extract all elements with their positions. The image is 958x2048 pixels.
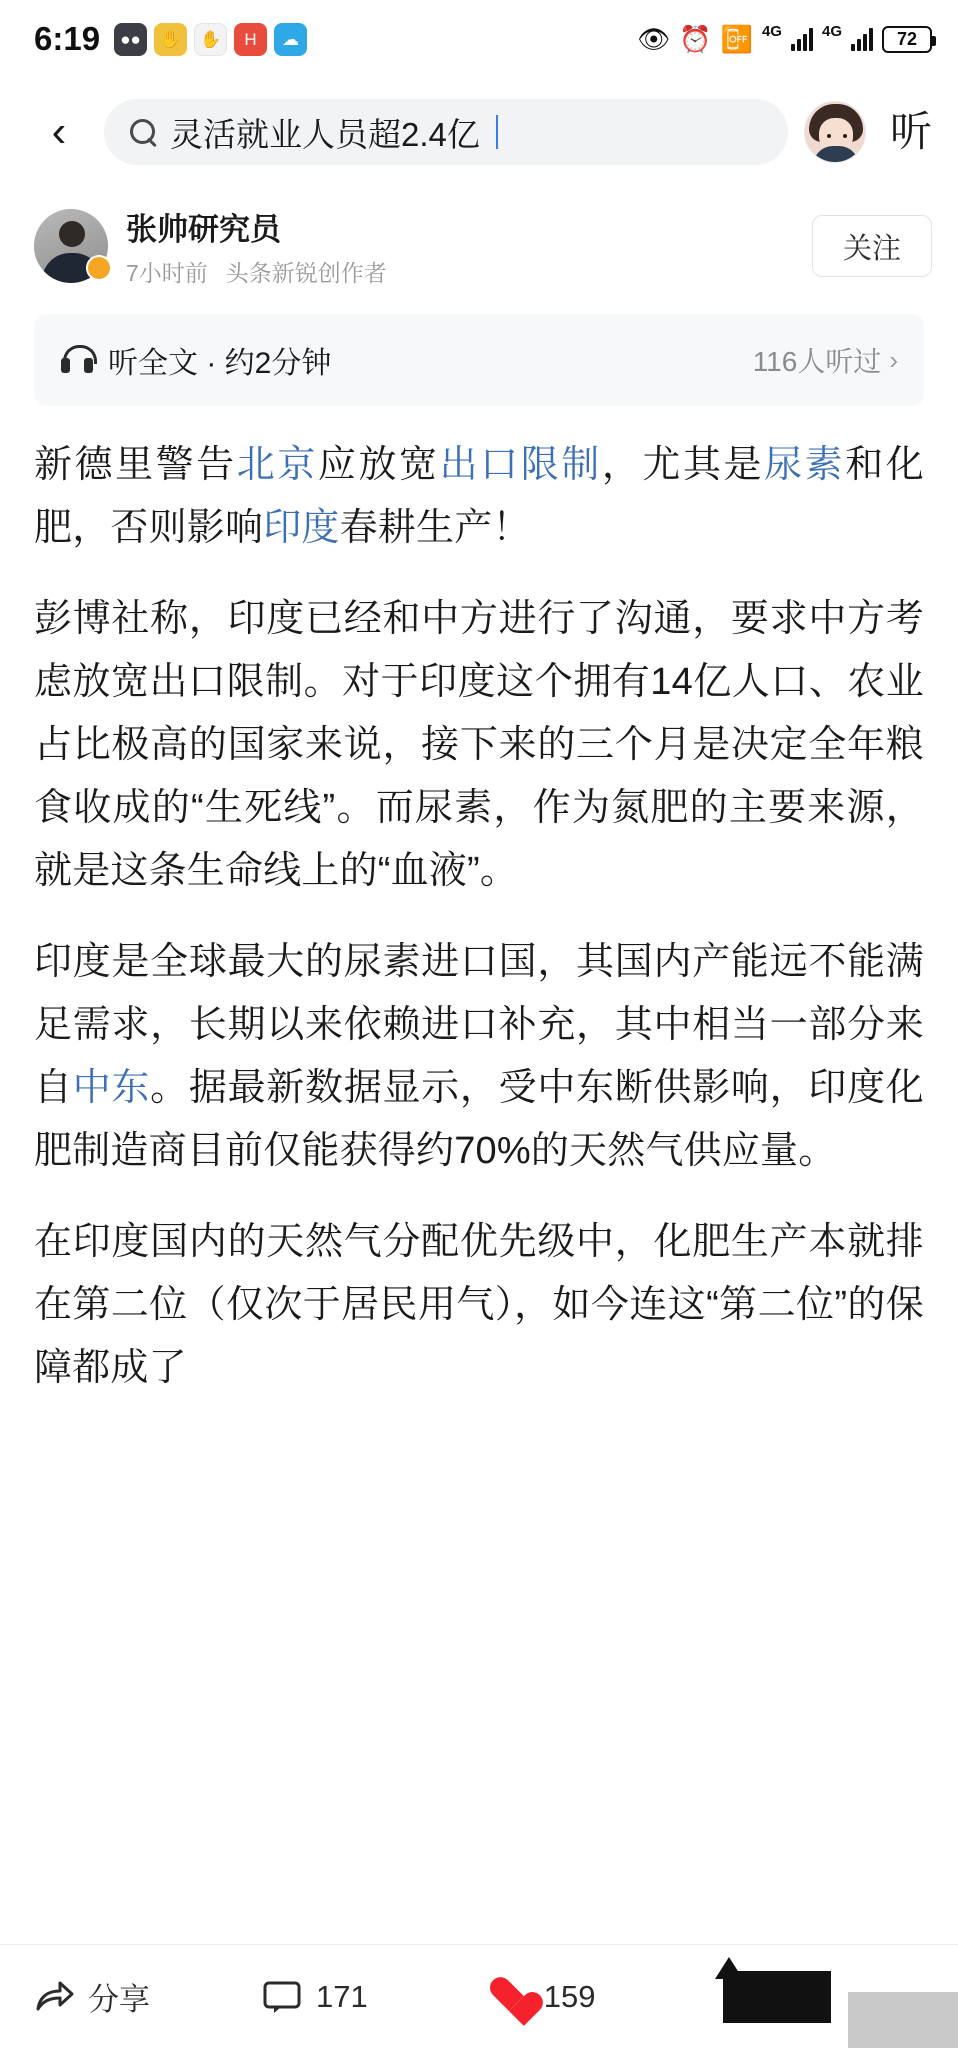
article-paragraph: [34, 434, 924, 560]
signal-bars-1: [791, 27, 813, 51]
heart-icon: [488, 1978, 530, 2016]
status-notification-icons: [114, 23, 307, 56]
chevron-right-icon: ›: [889, 344, 898, 375]
like-button[interactable]: [488, 1978, 596, 2016]
hand-app-icon: ✋: [154, 23, 187, 56]
article-text-segment: 。据最新数据显示，受中东断供影响，印度化肥制造商目前仅能获得约70%的天然气供应量。: [34, 1067, 924, 1172]
redacted-pointer: [715, 1957, 743, 1979]
signal-bars-2: [851, 27, 873, 51]
article-text-segment: 春耕生产！: [339, 507, 531, 549]
author-avatar-head: [59, 221, 85, 247]
share-icon: [34, 1979, 74, 2015]
author-publish-time: 7小时前: [126, 260, 208, 286]
corner-overlay: [848, 1992, 958, 2048]
listen-button[interactable]: 听: [889, 108, 932, 155]
avatar-eye-right: [843, 134, 847, 138]
listen-banner-title: 听全文 · 约2分钟: [108, 347, 332, 380]
avatar-body: [813, 146, 859, 163]
article-paragraph: [34, 1211, 924, 1400]
comment-button[interactable]: [262, 1979, 368, 2015]
article-inline-link[interactable]: 中东: [72, 1067, 151, 1109]
share-button[interactable]: [34, 1974, 150, 2019]
status-system-icons: [637, 22, 932, 54]
author-meta: [126, 204, 387, 288]
article-inline-link[interactable]: 尿素: [764, 444, 846, 486]
panda-app-icon: ●●: [114, 23, 147, 56]
alarm-icon: ⏰: [679, 24, 712, 54]
article-text-segment: 和化肥，否则影响: [34, 444, 924, 549]
article-text-segment: 彭博社称，印度已经和中方进行了沟通，要求中方考虑放宽出口限制。对于印度这个拥有14亿人口、农业占比极高的国家来说，接下来的三个月是决定全年粮食收成的“生死线”。而尿素，作为氮肥的主要来源，就是这条生命线上的“血液”。: [34, 598, 924, 892]
article-paragraph: [34, 931, 924, 1183]
like-count: 159: [543, 1978, 596, 2014]
article-inline-link[interactable]: 出口限制: [439, 444, 602, 486]
listen-banner-count: [753, 340, 898, 380]
status-bar: [0, 0, 958, 78]
redacted-overlay: [723, 1971, 831, 2023]
article-inline-link[interactable]: 北京: [236, 444, 318, 486]
weather-app-icon: ☁: [274, 23, 307, 56]
eye-icon: 👁: [637, 24, 671, 54]
article-inline-link[interactable]: 印度: [263, 507, 340, 549]
network-label-1: 4G: [761, 22, 782, 40]
listen-count-text: 116人听过: [752, 346, 882, 377]
bottom-action-bar: [0, 1944, 958, 2048]
status-time: 6:19: [34, 20, 101, 57]
network-label-2: 4G: [821, 22, 842, 40]
top-navigation-bar: [0, 78, 958, 186]
search-bar[interactable]: [104, 99, 788, 165]
author-badge-icon: [86, 255, 112, 281]
author-tag: 头条新锐创作者: [225, 260, 387, 286]
article-body: [0, 406, 958, 1944]
huawei-app-icon: H: [234, 23, 267, 56]
vibrate-icon: 📴: [720, 24, 753, 54]
article-text-segment: 印度是全球最大的尿素进口国，其国内产能远不能满足需求，长期以来依赖进口补充，其中相当一部分来自: [34, 941, 924, 1109]
author-name[interactable]: 张帅研究员: [126, 212, 281, 247]
comment-icon: [262, 1979, 302, 2015]
search-input[interactable]: 灵活就业人员超2.4亿: [170, 115, 480, 153]
author-row: [0, 186, 958, 298]
hand2-app-icon: ✋: [194, 23, 227, 56]
article-paragraph: [34, 588, 924, 903]
avatar-eye-left: [827, 134, 831, 138]
author-avatar-wrapper[interactable]: [34, 209, 108, 283]
battery-indicator: 72: [882, 26, 932, 53]
headphone-icon: [60, 345, 94, 375]
text-caret: [496, 115, 498, 149]
article-text-segment: 在印度国内的天然气分配优先级中，化肥生产本就排在第二位（仅次于居民用气），如今连这“第二位”的保障都成了: [34, 1221, 924, 1389]
article-text-segment: ，尤其是: [601, 444, 765, 486]
avatar[interactable]: [804, 101, 866, 163]
share-label: 分享: [88, 1982, 150, 2017]
follow-button[interactable]: 关注: [812, 215, 932, 277]
back-button[interactable]: ‹: [51, 107, 67, 156]
article-text-segment: 应放宽: [317, 444, 440, 486]
comment-count: 171: [316, 1978, 368, 2014]
search-icon: [128, 117, 158, 147]
listen-article-banner[interactable]: [34, 314, 924, 406]
article-text-segment: 新德里警告: [34, 444, 237, 486]
author-subline: [126, 255, 387, 288]
